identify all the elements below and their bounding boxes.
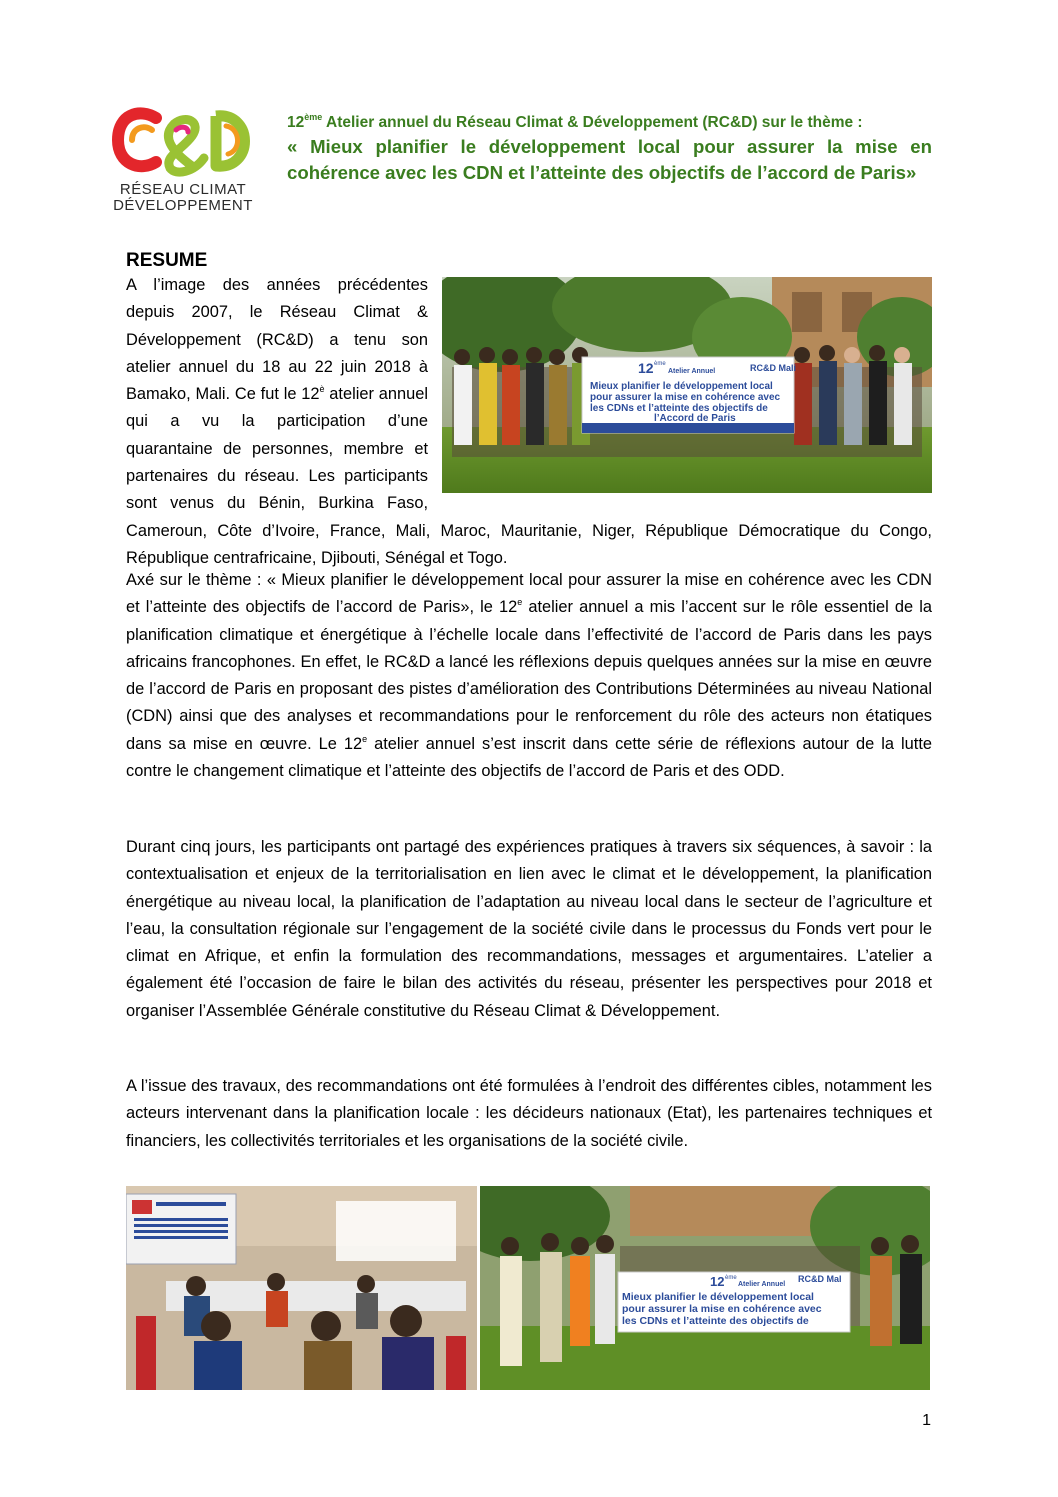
logo-text-line2: DÉVELOPPEMENT	[113, 197, 253, 214]
paragraph-3: Durant cinq jours, les participants ont partagé des expériences pratiques à travers six séquences, à savoir : la contextualisation et enjeux de la territorialisation en lien avec le climat et le développement, la planification énergétique au niveau local, la planification de l’adaptation au niveau local dans le secteur de l’agriculture et l’eau, la consultation régionale sur l’engagement de la société civile dans le processus du Fonds vert pour le climat en Afrique, et enfin la formulation des recommandations, messages et argumentaires. L’atelier a également été l’occasion de faire le bilan des activités du réseau, présenter les perspectives pour 2018 et organiser l’Assemblée Générale constitutive du Réseau Climat & Développement.	[126, 838, 932, 1020]
rcd-logo	[104, 106, 262, 218]
photo1-banner-line3: les CDNs et l’atteinte des objectifs de	[590, 403, 768, 414]
photo1-banner-number: 12	[638, 360, 654, 376]
title-line1	[287, 113, 932, 133]
p2-text-c: atelier annuel s’est inscrit dans cette série de réflexions autour de la lutte contre le changement climatique et l’atteinte des objectifs de l’accord de Paris et des ODD.	[126, 734, 932, 781]
workshop-room-photo	[126, 1186, 477, 1390]
group-photo-1	[442, 277, 932, 493]
photo3-banner-brand: RC&D Mal	[798, 1274, 842, 1284]
group-photo-2	[480, 1186, 930, 1390]
p2-sup-2: e	[362, 733, 368, 744]
title-line1-text: Atelier annuel du Réseau Climat & Développement (RC&D) sur le thème :	[322, 114, 863, 131]
document-title	[287, 113, 932, 186]
title-ordinal-sup: ème	[304, 112, 323, 122]
title-theme: « Mieux planifier le développement local pour assurer la mise en cohérence avec les CDN et l’atteinte des objectifs de l’accord de Paris»	[287, 136, 932, 183]
photo3-banner-line1: Mieux planifier le développement local	[622, 1291, 814, 1303]
photo1-banner-brand: RC&D Mali	[750, 363, 797, 373]
rcd-logo-mark	[104, 106, 262, 182]
p2-text-a: Axé sur le thème : « Mieux planifier le développement local pour assurer la mise en cohérence avec les CDN et l’atteinte des objectifs de l’accord de Paris», le 12	[126, 571, 932, 617]
p1-text-b: atelier annuel qui a vu la participation d’une quarantaine de personnes, membre et partenaires du réseau. Les participants sont venus du Bénin, Burkina Faso, Cameroun, Côte d’Ivoire, France, Mali, Maroc, Mauritanie, Niger, République Démocratique du Congo, République centrafricaine, Djibouti, Sénégal et Togo.	[126, 385, 932, 567]
group-photo-1-image	[442, 277, 932, 493]
p1-sup: è	[319, 384, 325, 395]
photo1-banner	[582, 357, 796, 433]
logo-text-line1: RÉSEAU CLIMAT	[119, 181, 247, 198]
photo1-banner-number-sup: ème	[654, 361, 666, 367]
p2-text-b: atelier annuel a mis l’accent sur le rôle essentiel de la planification climatique et énergétique à l’échelle locale dans l’effectivité de l’accord de Paris dans les pays africains francophones. En effet, le RC&D a lancé les réflexions depuis quelques années sur la mise en œuvre de l’accord de Paris en proposant des pistes d’amélioration des Contributions Déterminées au niveau National (CDN) ainsi que des analyses et recommandations pour le renforcement du rôle des acteurs non étatiques dans sa mise en œuvre. Le 12	[126, 598, 932, 753]
page-number: 1	[922, 1412, 931, 1429]
photo3-banner-line2: pour assurer la mise en cohérence avec	[622, 1303, 822, 1315]
title-ordinal: 12	[287, 114, 305, 131]
photo1-banner-line2: pour assurer la mise en cohérence avec	[590, 392, 781, 403]
section-heading: RESUME	[126, 250, 208, 271]
photo3-banner-number-sup: ème	[725, 1275, 737, 1281]
photo1-banner-line4: l’Accord de Paris	[654, 413, 736, 424]
group-photo-2-image	[480, 1186, 930, 1390]
p1-text-a: A l’image des années précédentes depuis 2007, le Réseau Climat & Développement (RC&D) a tenu son atelier annuel du 18 au 22 juin 2018 à Bamako, Mali. Ce fut le 12	[126, 276, 428, 404]
photo3-banner-small: Atelier Annuel	[738, 1281, 786, 1288]
photo1-banner-small: Atelier Annuel	[668, 368, 716, 375]
photo1-banner-line1: Mieux planifier le développement local	[590, 381, 773, 392]
photo3-banner-line3: les CDNs et l’atteinte des objectifs de	[622, 1315, 809, 1327]
photo3-banner-number: 12	[710, 1274, 725, 1289]
paragraph-1	[126, 272, 932, 572]
workshop-room-photo-image	[126, 1186, 477, 1390]
photo3-banner	[618, 1272, 850, 1332]
paragraph-4: A l’issue des travaux, des recommandations ont été formulées à l’endroit des différentes cibles, notamment les acteurs intervenant dans la planification locale : les décideurs nationaux (Etat), les partenaires techniques et financiers, les collectivités territoriales et les organisations de la société civile.	[126, 1077, 932, 1150]
p2-sup-1: e	[517, 597, 523, 608]
paragraph-2	[126, 567, 932, 785]
